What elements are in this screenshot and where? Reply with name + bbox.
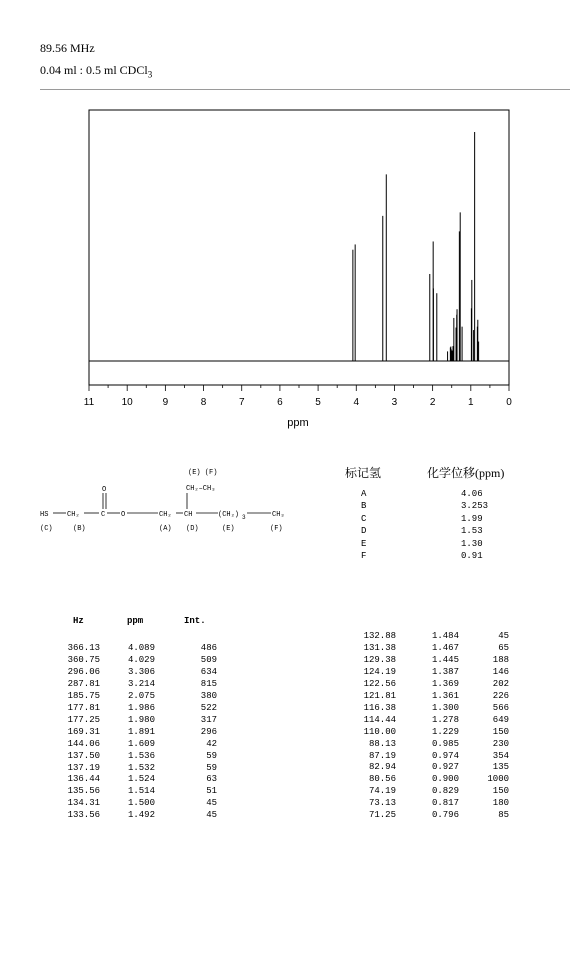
atom-hs: HS <box>40 511 49 519</box>
right-peak-cell: 1.484 <box>431 631 459 641</box>
right-peak-cell: 1.361 <box>431 690 459 701</box>
left-peak-cell: 1.532 <box>127 762 155 773</box>
left-peak-cell: 360.75 <box>67 654 100 665</box>
molecular-structure <box>0 0 330 560</box>
shift-value: 4.06 <box>461 489 483 499</box>
left-peak-cell: 1.609 <box>127 738 155 749</box>
right-peak-cell: 73.13 <box>368 798 396 809</box>
right-peak-cell: 121.81 <box>363 690 396 701</box>
right-peak-cell: 110.00 <box>363 726 396 737</box>
right-peak-cell: 566 <box>492 702 509 713</box>
sample-subscript: 3 <box>147 69 153 80</box>
shift-value: 3.253 <box>461 501 489 512</box>
right-peak-cell: 0.900 <box>431 774 459 785</box>
atom-o: O <box>121 511 126 519</box>
right-peak-cell: 122.56 <box>363 678 396 689</box>
carbonyl-oxygen: O <box>102 486 107 494</box>
right-peak-cell: 82.94 <box>368 762 396 773</box>
left-peak-cell: 4.089 <box>127 643 155 653</box>
left-peak-cell: 522 <box>200 702 217 713</box>
structure-top-labels: (E) (F) <box>188 469 218 477</box>
right-peak-cell: 124.19 <box>363 666 396 677</box>
atom-ch-d: CH <box>184 511 193 519</box>
peak-header-hz: Hz <box>73 616 84 626</box>
left-peak-cell: 134.31 <box>67 798 100 809</box>
structure-top-chain: CH₂–CH₃ <box>186 485 216 493</box>
right-peak-cell: 0.817 <box>431 798 459 809</box>
atom-ch2-a: CH₂ <box>159 511 172 519</box>
x-tick-label: 8 <box>200 397 207 408</box>
label-f: (F) <box>270 525 283 533</box>
right-peak-cell: 1.278 <box>431 714 459 725</box>
left-peak-cell: 45 <box>206 798 217 809</box>
right-peak-cell: 1.467 <box>431 642 459 653</box>
right-peak-cell: 1.300 <box>431 702 459 713</box>
right-peak-cell: 71.25 <box>368 810 396 821</box>
x-tick-label: 4 <box>353 397 360 408</box>
right-peak-cell: 0.974 <box>431 750 459 761</box>
label-d: (D) <box>186 525 199 533</box>
left-peak-cell: 137.19 <box>67 762 100 773</box>
right-peak-cell: 87.19 <box>368 750 396 761</box>
frequency-label: 89.56 MHz <box>40 41 95 55</box>
right-peak-cell: 1.369 <box>431 678 459 689</box>
left-peak-cell: 144.06 <box>67 738 100 749</box>
shift-value: 0.91 <box>461 551 483 561</box>
left-peak-cell: 136.44 <box>67 774 100 785</box>
x-tick-label: 1 <box>468 397 474 408</box>
left-peak-cell: 296.06 <box>67 666 100 677</box>
label-a: (A) <box>159 525 172 533</box>
shift-table-col2-title: 化学位移(ppm) <box>427 466 505 480</box>
x-tick-label: 2 <box>429 397 436 408</box>
shift-table-col1-title: 标记氢 <box>345 466 382 480</box>
right-peak-cell: 65 <box>498 642 509 653</box>
left-peak-cell: 42 <box>206 738 217 749</box>
x-tick-label: 5 <box>315 397 321 408</box>
shift-value: 1.99 <box>461 513 483 524</box>
shift-label: C <box>361 513 367 524</box>
left-peak-cell: 634 <box>200 666 217 677</box>
right-peak-cell: 132.88 <box>363 631 396 641</box>
right-peak-cell: 226 <box>492 690 509 701</box>
left-peak-cell: 59 <box>206 762 217 773</box>
spectrum-peaks <box>353 132 479 361</box>
atom-c: C <box>101 511 106 519</box>
right-peak-cell: 129.38 <box>363 654 396 665</box>
x-tick-label: 3 <box>391 397 398 408</box>
left-peak-cell: 137.50 <box>67 750 100 761</box>
left-peak-cell: 135.56 <box>67 786 100 797</box>
left-peak-cell: 815 <box>200 678 217 689</box>
atom-ch2-b: CH₂ <box>67 511 80 519</box>
peak-header-ppm: ppm <box>127 616 144 626</box>
right-peak-cell: 0.985 <box>431 738 459 749</box>
right-peak-cell: 74.19 <box>368 786 396 797</box>
left-peak-cell: 1.492 <box>127 810 155 821</box>
x-tick-label: 11 <box>83 397 95 408</box>
left-peak-cell: 177.81 <box>67 702 100 713</box>
left-peak-cell: 177.25 <box>67 714 100 725</box>
right-peak-cell: 114.44 <box>363 714 396 725</box>
right-peak-cell: 150 <box>492 726 509 737</box>
right-peak-cell: 135 <box>492 762 509 773</box>
left-peak-cell: 133.56 <box>67 810 100 821</box>
right-peak-cell: 80.56 <box>368 774 396 785</box>
left-peak-cell: 1.980 <box>127 714 155 725</box>
peak-header-int: Int. <box>184 616 206 626</box>
right-peak-cell: 202 <box>492 678 509 689</box>
right-peak-cell: 146 <box>492 666 509 677</box>
left-peak-cell: 169.31 <box>67 726 100 737</box>
left-peak-cell: 63 <box>206 774 217 785</box>
right-peak-cell: 188 <box>492 654 509 665</box>
atom-ch2n-e: (CH₂) <box>218 511 240 519</box>
x-tick-label: 0 <box>506 397 512 408</box>
shift-label: B <box>361 501 367 512</box>
shift-label: E <box>361 538 367 549</box>
left-peak-cell: 45 <box>206 810 217 821</box>
right-peak-cell: 1.445 <box>431 654 459 665</box>
atom-ch2n-subscript: 3 <box>242 514 246 521</box>
left-peak-cell: 486 <box>200 643 217 653</box>
right-peak-cell: 45 <box>498 631 509 641</box>
left-peak-cell: 1.500 <box>127 798 155 809</box>
right-peak-cell: 85 <box>498 810 509 821</box>
sample-main-text: 0.04 ml : 0.5 ml CDCl <box>40 63 148 77</box>
left-peak-cell: 3.214 <box>127 678 155 689</box>
x-tick-label: 10 <box>121 397 133 408</box>
label-b: (B) <box>73 525 86 533</box>
left-peak-cell: 1.514 <box>127 786 155 797</box>
atom-ch3-f: CH₃ <box>272 511 285 519</box>
right-peak-cell: 116.38 <box>363 702 396 713</box>
x-tick-label: 9 <box>162 397 169 408</box>
left-peak-cell: 2.075 <box>127 690 155 701</box>
x-axis-label: ppm <box>287 417 309 429</box>
shift-label: F <box>361 551 367 561</box>
left-peak-cell: 509 <box>200 654 217 665</box>
left-peak-cell: 1.524 <box>127 774 155 785</box>
right-peak-cell: 649 <box>492 714 509 725</box>
shift-label: A <box>361 489 367 499</box>
right-peak-cell: 0.796 <box>431 810 459 821</box>
left-peak-cell: 1.891 <box>127 726 155 737</box>
left-peak-cell: 366.13 <box>67 643 100 653</box>
left-peak-cell: 185.75 <box>67 690 100 701</box>
right-peak-cell: 1.387 <box>431 666 459 677</box>
label-c: (C) <box>40 525 53 533</box>
left-peak-cell: 1.536 <box>127 750 155 761</box>
right-peak-cell: 180 <box>492 798 509 809</box>
right-peak-cell: 230 <box>492 738 509 749</box>
shift-value: 1.30 <box>461 538 483 549</box>
left-peak-cell: 287.81 <box>67 678 100 689</box>
right-peak-cell: 1000 <box>487 774 509 785</box>
left-peak-cell: 4.029 <box>127 654 155 665</box>
left-peak-cell: 51 <box>206 786 217 797</box>
x-tick-label: 7 <box>238 397 245 408</box>
right-peak-cell: 0.829 <box>431 786 459 797</box>
shift-label: D <box>361 526 367 537</box>
left-peak-cell: 296 <box>200 726 217 737</box>
left-peak-cell: 3.306 <box>127 666 155 677</box>
x-tick-label: 6 <box>277 397 283 408</box>
right-peak-cell: 150 <box>492 786 509 797</box>
right-peak-cell: 0.927 <box>431 762 459 773</box>
left-peak-cell: 380 <box>200 690 217 701</box>
right-peak-cell: 88.13 <box>368 738 396 749</box>
left-peak-cell: 1.986 <box>127 702 155 713</box>
right-peak-cell: 1.229 <box>431 726 459 737</box>
right-peak-cell: 354 <box>492 750 509 761</box>
left-peak-cell: 59 <box>206 750 217 761</box>
label-e: (E) <box>222 525 235 533</box>
shift-value: 1.53 <box>461 526 483 537</box>
right-peak-cell: 131.38 <box>363 642 396 653</box>
left-peak-cell: 317 <box>200 714 217 725</box>
